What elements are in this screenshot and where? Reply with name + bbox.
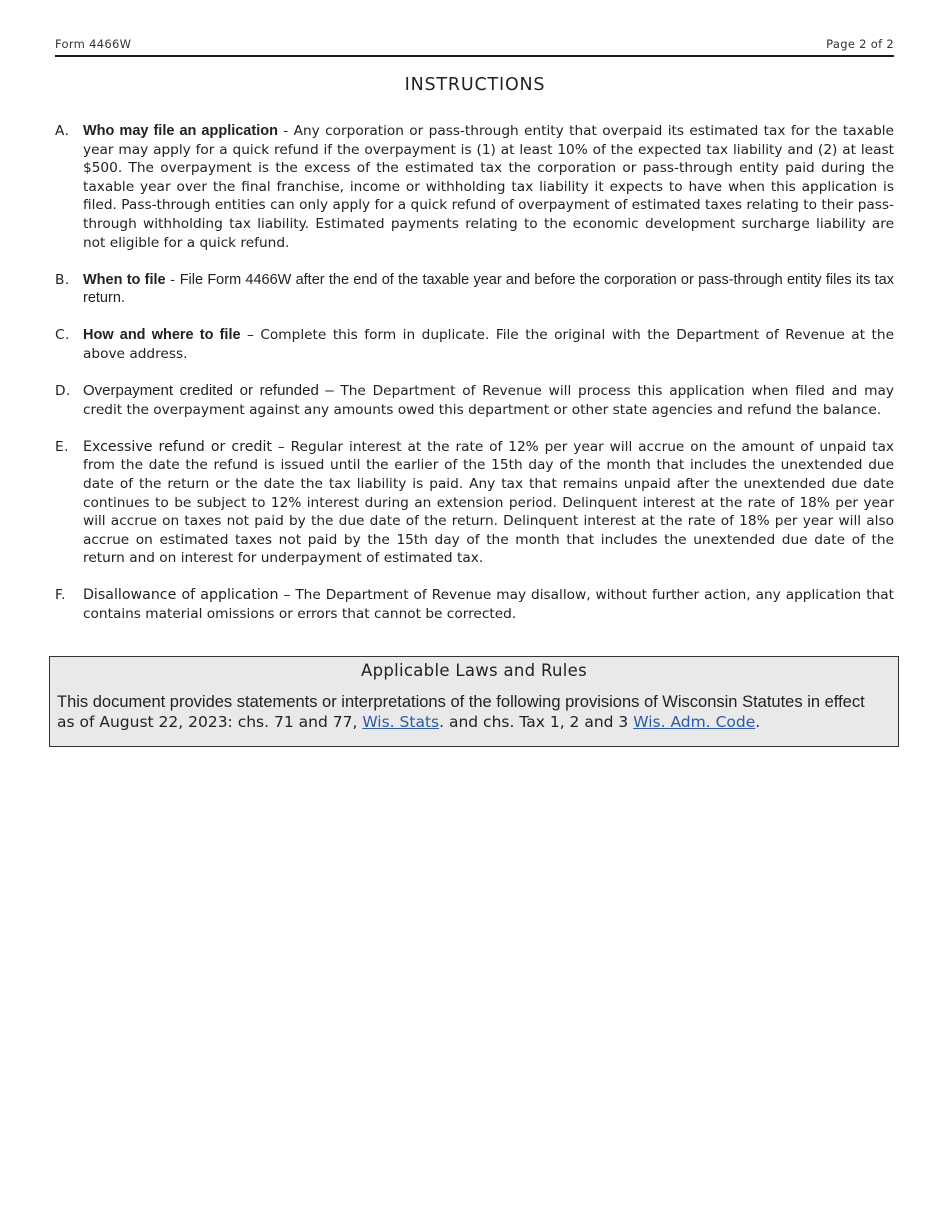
wis-stats-link[interactable]: Wis. Stats [362,712,440,731]
item-heading: Overpayment credited or refunded [83,382,319,400]
item-separator: – [240,327,261,344]
item-heading: How and where to file [83,327,241,344]
item-separator: - [165,271,180,288]
applicable-laws-box [49,656,899,747]
item-separator: – [278,587,296,604]
laws-intro-text: This document provides statements or interpretations of the following provisions of Wisconsin Statutes in effect [57,693,865,711]
item-letter: B. [55,271,70,288]
instruction-item-e [55,438,894,568]
item-letter: F. [55,587,67,604]
item-text: The Department of Revenue will process this application when filed and may credit the overpayment against any amounts owed this department or other state agencies and refund the balance. [83,383,894,418]
item-text: The Department of Revenue may disallow, without further action, any application that contains material omissions or errors that cannot be corrected. [83,587,894,622]
instruction-item-a [55,122,894,252]
item-heading: When to file [83,271,166,288]
page-title: INSTRUCTIONS [404,75,546,95]
page-number: Page 2 of 2 [826,37,894,51]
item-letter: A. [55,123,70,139]
item-heading: Excessive refund or credit [83,438,272,455]
header-divider [55,55,894,57]
applicable-laws-text [57,693,893,732]
wis-adm-code-link[interactable]: Wis. Adm. Code [633,712,756,731]
item-text: Complete this form in duplicate. File the original with the Department of Revenue at the above address. [83,327,895,362]
item-text: File Form 4466W after the end of the taxable year and before the corporation or pass-through entity files its tax return. [83,271,894,307]
laws-text-part1: as of August 22, 2023: chs. 71 and 77, [57,712,363,731]
item-text: Regular interest at the rate of 12% per year will accrue on the amount of unpaid tax from the date the refund is issued until the earlier of the 15th day of the month that includes the unextended due date of the return or the date the tax liability is paid. Any tax that remains unpaid after the unextended due date continues to be subject to 12% interest during an extension period. Delinquent interest at the rate of 18% per year will accrue on taxes not paid by the due date of the return. Delinquent interest at the rate of 18% per year will also accrue on estimated taxes not paid by the 15th day of the month that includes the unextended due date of the return and on interest for underpayment of estimated tax. [83,438,895,567]
item-separator: – [271,438,291,455]
item-separator: – [318,382,341,400]
laws-text-part3: . [755,712,761,731]
applicable-laws-title: Applicable Laws and Rules [361,661,587,680]
item-heading: Who may file an application [83,123,278,139]
page-header [55,37,894,55]
instruction-item-c [55,326,894,363]
item-text: Any corporation or pass-through entity that overpaid its estimated tax for the taxable year may apply for a quick refund if the overpayment is (1) at least 10% of the expected tax liability and (2) at least $500. The overpayment is the excess of the estimated tax the corporation or pass-through entity paid during the taxable year over the final franchise, income or withholding tax liability it expects to have when this application is filed. Pass-through entities can only apply for a quick refund of overpayment of estimated taxes relating to their pass-through withholding tax liability. Estimated payments relating to the economic development surcharge liability are not eligible for a quick refund. [83,123,894,251]
instruction-item-b [55,271,894,308]
laws-text-part2: . and chs. Tax 1, 2 and 3 [439,712,634,731]
item-letter: D. [55,383,71,400]
instructions-list [55,122,894,642]
instruction-item-d [55,382,894,419]
item-separator: - [277,123,294,139]
instruction-item-f [55,586,894,623]
item-heading: Disallowance of application [83,587,279,604]
form-number: Form 4466W [55,37,132,51]
item-letter: E. [55,438,69,455]
item-letter: C. [55,327,70,344]
